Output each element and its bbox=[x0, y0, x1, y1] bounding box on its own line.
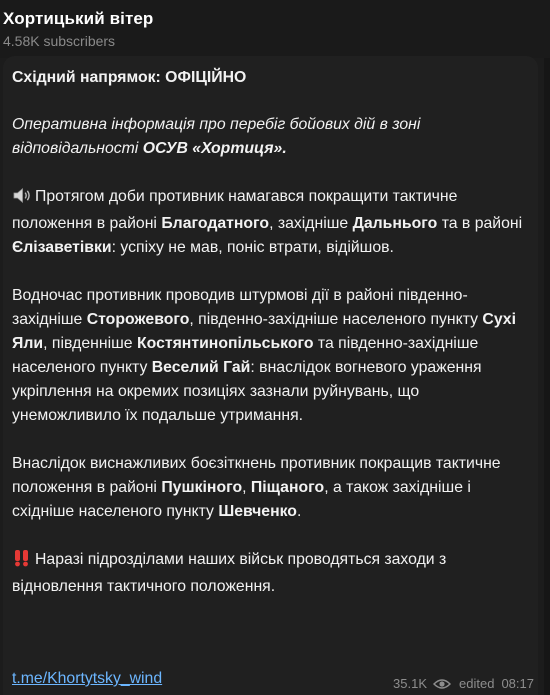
place-yelyzavetivka: Єлізаветівки bbox=[12, 239, 112, 256]
post-intro bbox=[12, 113, 532, 161]
message-meta bbox=[393, 676, 534, 691]
post-heading-text: Східний напрямок: ОФІЦІЙНО bbox=[12, 69, 247, 86]
place-kostiantynopilske: Костянтинопільського bbox=[136, 335, 314, 352]
message-time: 08:17 bbox=[501, 676, 534, 691]
place-dalnie: Дальнього bbox=[352, 215, 438, 232]
eye-icon bbox=[433, 678, 451, 690]
place-veselyi-hai: Веселий Гай bbox=[151, 359, 251, 376]
place-storozheve: Сторожевого bbox=[86, 311, 190, 328]
post-heading bbox=[12, 66, 532, 90]
channel-link[interactable]: t.me/Khortytsky_wind bbox=[12, 670, 163, 687]
intro-italic: Оперативна інформація про перебіг бойових дій в зоні відповідальності bbox=[12, 116, 421, 157]
place-shevchenko: Шевченко bbox=[218, 503, 297, 520]
p2-text-3: , південніше bbox=[43, 335, 137, 352]
place-sukhi-yaly: Сухі Яли bbox=[12, 311, 516, 352]
p1-text-4: : успіху не мав, поніс втрати, відійшов. bbox=[111, 239, 394, 256]
place-blahodatne: Благодатного bbox=[161, 215, 270, 232]
p1-text-3: та в районі bbox=[437, 215, 523, 232]
channel-header[interactable] bbox=[0, 0, 550, 58]
paragraph-2 bbox=[12, 284, 532, 428]
message-text bbox=[12, 66, 532, 623]
intro-unit-name: ОСУВ «Хортиця». bbox=[142, 140, 287, 157]
place-pishchane: Піщаного bbox=[250, 479, 325, 496]
p3-text-1: Внаслідок виснажливих боєзіткнень противник покращив тактичне положення в районі bbox=[12, 455, 501, 496]
edited-label: edited bbox=[459, 676, 495, 691]
p4-text-1: Наразі підрозділами наших військ проводяться заходи з відновлення тактичного положення. bbox=[12, 551, 447, 595]
place-pushkine: Пушкіного bbox=[161, 479, 243, 496]
paragraph-3 bbox=[12, 452, 532, 524]
view-count: 35.1K bbox=[393, 676, 428, 691]
p2-text-1: Водночас противник проводив штурмові дії в районі південно-західніше bbox=[12, 287, 468, 328]
p3-text-2: , bbox=[242, 479, 251, 496]
p2-text-4: та південно-західніше населеного пункту bbox=[12, 335, 479, 376]
speaker-icon bbox=[12, 187, 32, 212]
p3-text-4: . bbox=[296, 503, 302, 520]
p1-text-2: , західніше bbox=[269, 215, 353, 232]
p3-text-3: , а також західніше і східніше населеного пункту bbox=[12, 479, 471, 520]
paragraph-4 bbox=[12, 548, 532, 599]
double-exclamation-icon bbox=[12, 549, 32, 575]
p2-text-2: , південно-західніше населеного пункту bbox=[189, 311, 483, 328]
paragraph-1 bbox=[12, 185, 532, 260]
channel-title[interactable]: Хортицький вітер bbox=[3, 9, 154, 28]
p2-text-5: : внаслідок вогневого ураження укріплення на окремих позиціях зазнали руйнувань, що унеможливило їх подальше утримання. bbox=[12, 359, 482, 424]
p1-text-1: Протягом доби противник намагався покращити тактичне положення в районі bbox=[12, 188, 458, 232]
scrollbar[interactable] bbox=[544, 58, 550, 695]
subscriber-count: 4.58K subscribers bbox=[3, 33, 116, 49]
